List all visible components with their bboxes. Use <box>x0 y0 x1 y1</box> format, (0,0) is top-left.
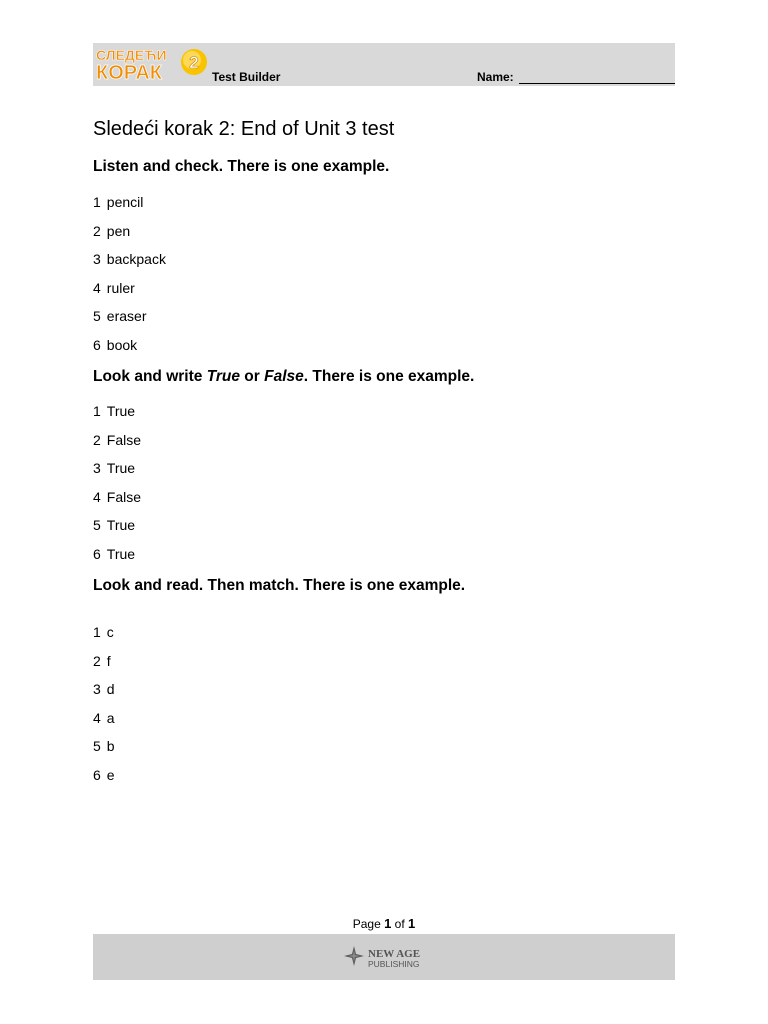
answer-item: 5 eraser <box>93 308 147 325</box>
answer-item: 2 f <box>93 652 111 669</box>
answer-item: 3 d <box>93 681 115 698</box>
publisher-name: NEW AGE <box>368 947 421 960</box>
answer-list-true-false <box>93 402 141 574</box>
answer-item: 4 ruler <box>93 279 135 296</box>
logo-text-line2: КОРАК <box>96 62 162 84</box>
logo-badge-number: 2 <box>189 53 199 72</box>
answer-item: 2 False <box>93 431 142 448</box>
answer-item: 6 True <box>93 545 136 562</box>
answer-item: 5 True <box>93 517 136 534</box>
compass-star-icon <box>343 945 365 972</box>
answer-item: 6 e <box>93 766 115 783</box>
page-number: Page 1 of 1 <box>352 916 416 931</box>
answer-item: 4 False <box>93 488 142 505</box>
answer-item: 6 book <box>93 336 138 353</box>
section-heading-true-false: Look and write True or False. There is one example. <box>93 368 475 385</box>
name-label: Name: <box>477 70 514 84</box>
header-bar <box>93 43 675 86</box>
sledeci-korak-logo <box>93 43 211 86</box>
footer-bar <box>93 934 675 980</box>
answer-item: 1 True <box>93 403 136 419</box>
answer-item: 1 pencil <box>93 194 144 210</box>
answer-item: 3 backpack <box>93 251 166 268</box>
section-heading-match: Look and read. Then match. There is one example. <box>93 577 466 594</box>
answer-item: 5 b <box>93 738 115 755</box>
answer-item: 3 True <box>93 460 136 477</box>
logo-text-line1: СЛЕДЕЋИ <box>96 47 167 63</box>
answer-item: 4 a <box>93 709 115 726</box>
publisher-logo <box>343 945 420 972</box>
answer-list-match <box>93 623 115 795</box>
document-title: Sledeći korak 2: End of Unit 3 test <box>93 118 395 140</box>
answer-list-listen <box>93 193 166 365</box>
test-builder-label: Test Builder <box>212 70 281 84</box>
publisher-subtitle: PUBLISHING <box>368 958 420 969</box>
answer-item: 2 pen <box>93 222 131 239</box>
section-heading-listen: Listen and check. There is one example. <box>93 158 390 175</box>
answer-item: 1 c <box>93 624 114 640</box>
name-fill-line[interactable] <box>519 83 675 84</box>
